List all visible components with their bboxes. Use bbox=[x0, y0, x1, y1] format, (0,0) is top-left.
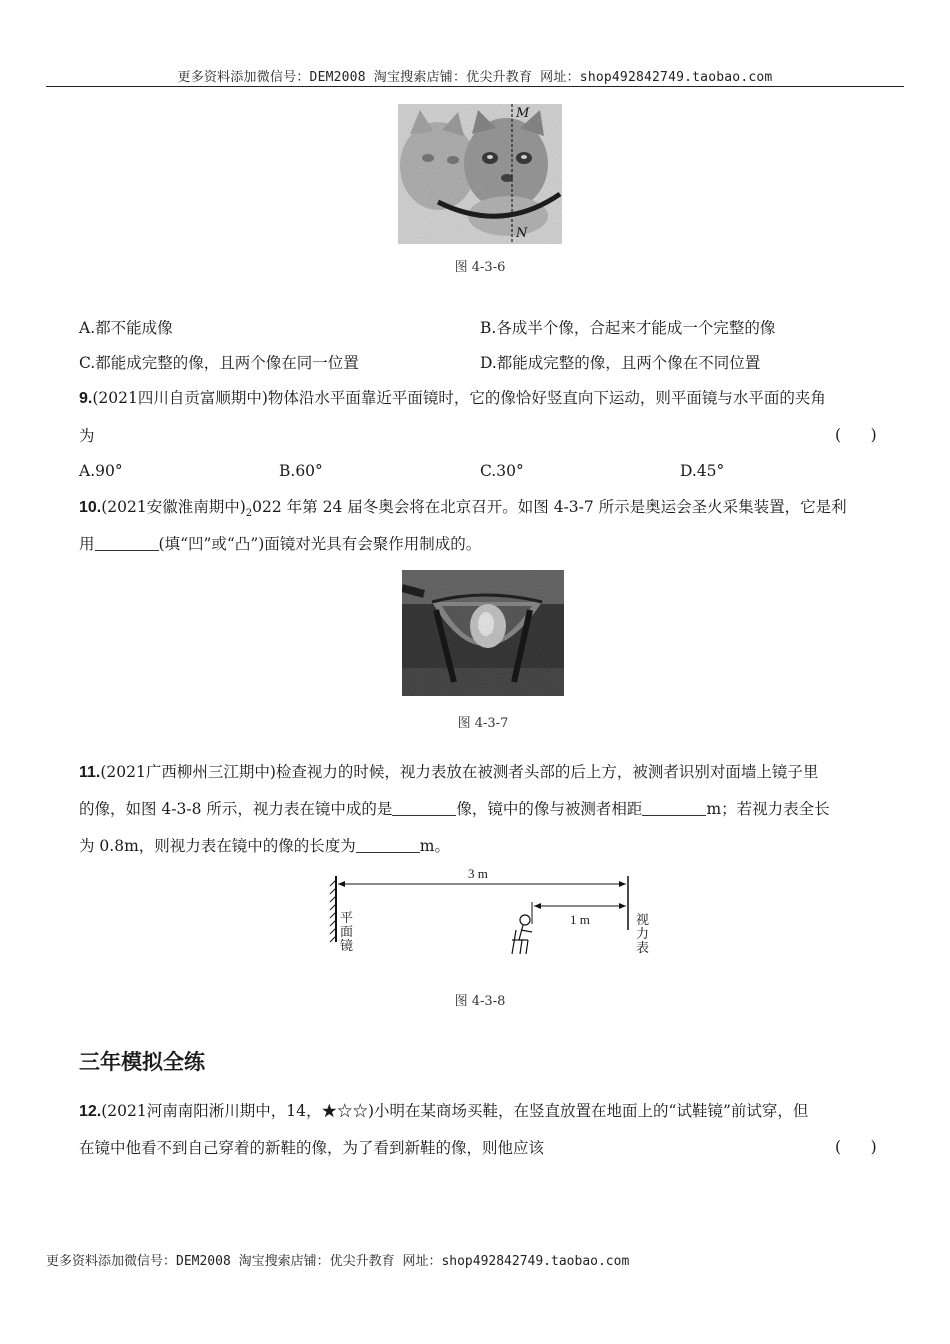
question-11-text-2c: m；若视力表全长 bbox=[706, 800, 830, 818]
question-9-text: (2021四川自贡富顺期中)物体沿水平面靠近平面镜时，它的像恰好竖直向下运动，则平面镜与水平面的夹角 bbox=[92, 389, 826, 407]
eye-chart-label-char: 表 bbox=[636, 941, 650, 956]
eye-test-diagram bbox=[320, 866, 660, 974]
question-10-line-1 bbox=[79, 497, 847, 524]
q8-option-c: C.都能成完整的像，且两个像在同一位置 bbox=[79, 354, 359, 372]
answer-blank[interactable] bbox=[642, 799, 706, 816]
question-11-text-3b: m。 bbox=[419, 837, 450, 855]
figure-4-3-6-caption: 图 4-3-6 bbox=[454, 260, 506, 275]
answer-blank[interactable] bbox=[95, 534, 159, 551]
question-11-line-2 bbox=[79, 799, 830, 819]
figure-4-3-6-photo bbox=[398, 104, 562, 244]
q8-option-a: A.都不能成像 bbox=[79, 319, 173, 337]
question-11-number: 11. bbox=[79, 764, 101, 781]
eye-chart-label bbox=[636, 914, 650, 956]
question-10-text-2b: (填“凹”或“凸”)面镜对光具有会聚作用制成的。 bbox=[158, 535, 482, 553]
question-10-text-2a: 用 bbox=[79, 535, 95, 553]
mirror-label-char: 镜 bbox=[340, 939, 354, 954]
page-footer: 更多资料添加微信号：DEM2008 淘宝搜索店铺：优尖升教育 网址：shop492842749.taobao.com bbox=[46, 1254, 630, 1269]
question-9-answer-paren: ( ) bbox=[835, 426, 877, 444]
mirror-label bbox=[340, 912, 354, 954]
q9-option-d: D.45° bbox=[680, 462, 725, 480]
question-12-number: 12. bbox=[79, 1103, 102, 1120]
person-icon bbox=[512, 915, 532, 954]
question-11-line-1 bbox=[79, 762, 818, 783]
question-12-answer-paren: ( ) bbox=[835, 1138, 877, 1156]
q9-option-c: C.30° bbox=[480, 462, 524, 480]
eye-chart-label-char: 力 bbox=[636, 927, 650, 942]
question-10-source: (2021安徽淮南期中) bbox=[101, 498, 246, 516]
question-11-text-3a: 为 0.8m，则视力表在镜中的像的长度为 bbox=[79, 837, 356, 855]
mirror-label-m: M bbox=[516, 106, 530, 121]
page-header: 更多资料添加微信号：DEM2008 淘宝搜索店铺：优尖升教育 网址：shop492842749.taobao.com bbox=[177, 70, 773, 85]
figure-4-3-7-photo bbox=[402, 570, 564, 696]
distance-label-1m: 1 m bbox=[570, 912, 590, 927]
question-9-line-1 bbox=[79, 388, 826, 409]
eye-chart-label-char: 视 bbox=[636, 913, 650, 928]
mirror-label-char: 平 bbox=[340, 911, 354, 926]
cat-mirror-image bbox=[398, 104, 562, 244]
distance-label-3m: 3 m bbox=[468, 866, 488, 881]
question-10-sub-digit: 2 bbox=[245, 508, 253, 520]
answer-blank[interactable] bbox=[356, 836, 420, 853]
q9-option-b: B.60° bbox=[279, 462, 323, 480]
question-9-line-2: 为 bbox=[79, 427, 95, 445]
question-12-line-2: 在镜中他看不到自己穿着的新鞋的像，为了看到新鞋的像，则他应该 bbox=[79, 1139, 545, 1157]
figure-4-3-8-caption: 图 4-3-8 bbox=[454, 994, 506, 1009]
question-10-number: 10. bbox=[79, 499, 102, 516]
q9-option-a: A.90° bbox=[79, 462, 123, 480]
question-10-line-2 bbox=[79, 534, 481, 554]
mirror-label-n: N bbox=[516, 226, 528, 241]
q8-option-b: B.各成半个像，合起来才能成一个完整的像 bbox=[480, 319, 776, 337]
figure-4-3-8-diagram bbox=[320, 866, 660, 974]
question-11-text-2a: 的像，如图 4-3-8 所示，视力表在镜中成的是 bbox=[79, 800, 393, 818]
question-12-line-1 bbox=[79, 1101, 808, 1122]
question-11-text: (2021广西柳州三江期中)检查视力的时候，视力表放在被测者头部的后上方，被测者识别对面墙上镜子里 bbox=[100, 763, 819, 781]
answer-blank[interactable] bbox=[392, 799, 456, 816]
q8-option-d: D.都能成完整的像，且两个像在不同位置 bbox=[480, 354, 761, 372]
mirror-label-char: 面 bbox=[340, 925, 354, 940]
question-12-text: (2021河南南阳淅川期中，14，★☆☆)小明在某商场买鞋，在竖直放置在地面上的“试鞋镜”前试穿，但 bbox=[101, 1102, 809, 1120]
question-11-line-3 bbox=[79, 836, 450, 856]
header-divider bbox=[46, 86, 904, 87]
question-9-number: 9. bbox=[79, 390, 93, 407]
question-11-text-2b: 像，镜中的像与被测者相距 bbox=[456, 800, 643, 818]
question-10-text: 022 年第 24 届冬奥会将在北京召开。如图 4-3-7 所示是奥运会圣火采集装置，它是利 bbox=[252, 498, 847, 516]
torch-collector-image bbox=[402, 570, 564, 696]
section-title: 三年模拟全练 bbox=[79, 1050, 205, 1074]
figure-4-3-7-caption: 图 4-3-7 bbox=[457, 716, 509, 731]
